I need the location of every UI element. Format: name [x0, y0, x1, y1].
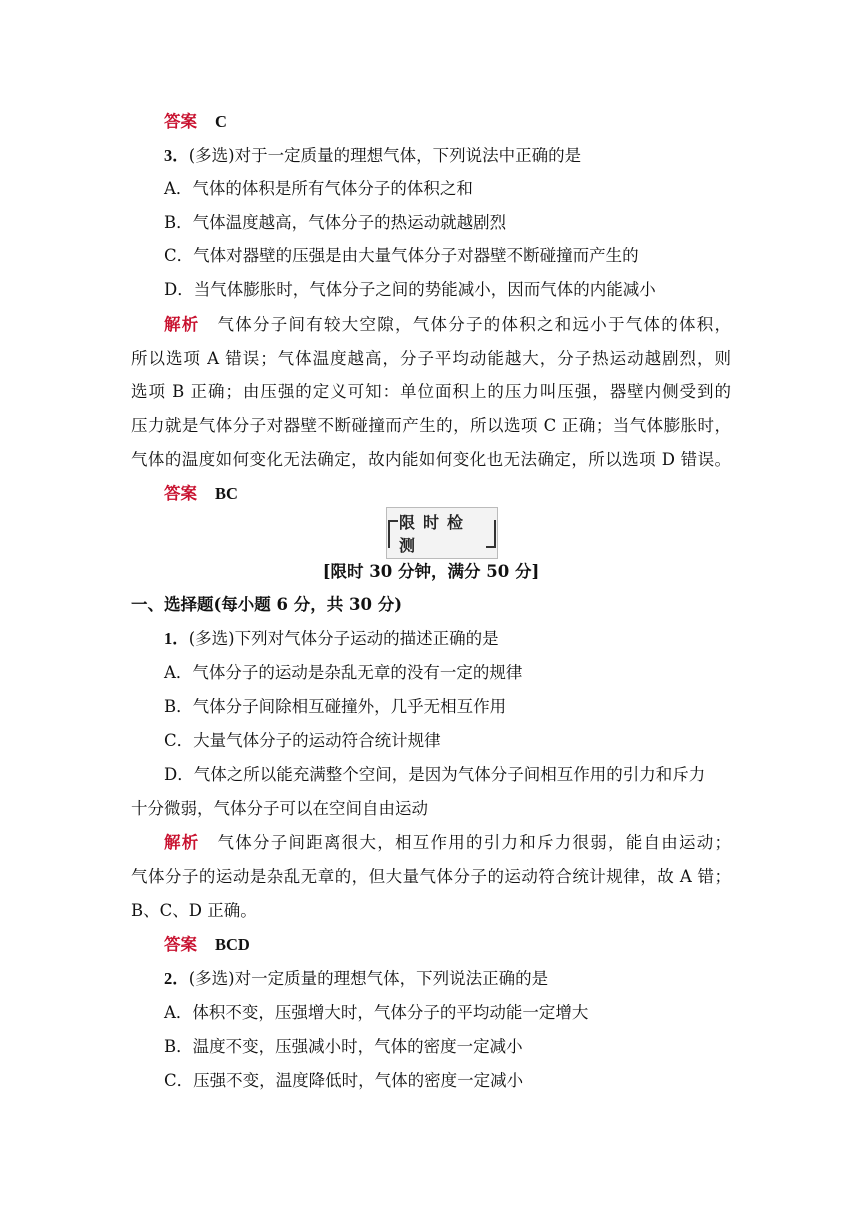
- option-c: C．气体对器壁的压强是由大量气体分子对器壁不断碰撞而产生的: [164, 246, 639, 265]
- analysis-text: 气体分子间有较大空隙，气体分子的体积之和远小于气体的体积，: [217, 315, 731, 334]
- answer-line: [164, 111, 764, 133]
- answer-line: [164, 934, 764, 956]
- answer-label: 答案: [164, 935, 197, 954]
- option-b: B．气体温度越高，气体分子的热运动就越剧烈: [164, 213, 507, 232]
- option-b: B．温度不变，压强减小时，气体的密度一定减小: [164, 1037, 523, 1056]
- option-a: A．体积不变，压强增大时，气体分子的平均动能一定增大: [164, 1003, 589, 1022]
- option-a: A．气体的体积是所有气体分子的体积之和: [164, 179, 473, 198]
- question-3-stem: [164, 145, 764, 167]
- answer-label: 答案: [164, 112, 197, 131]
- answer-line: [164, 483, 764, 505]
- time-limit: [限时 30 分钟，满分 50 分]: [322, 562, 540, 581]
- analysis-line: 所以选项 A 错误；气体温度越高，分子平均动能越大，分子热运动越剧烈，则: [131, 349, 731, 368]
- option-c: C．大量气体分子的运动符合统计规律: [164, 731, 441, 750]
- question-1-stem: [164, 628, 764, 650]
- option-d: D．当气体膨胀时，气体分子之间的势能减小，因而气体的内能减小: [164, 280, 656, 299]
- section-badge-text: 限时检测: [386, 507, 498, 559]
- analysis-line: [164, 314, 731, 336]
- part-heading: 一、选择题(每小题 6 分，共 30 分): [131, 595, 403, 614]
- analysis-line: [164, 832, 731, 854]
- section-badge: [386, 513, 498, 555]
- answer-value: BCD: [215, 935, 250, 954]
- option-d: D．气体之所以能充满整个空间，是因为气体分子间相互作用的引力和斥力: [164, 765, 706, 784]
- analysis-line: 气体的温度如何变化无法确定，故内能如何变化也无法确定，所以选项 D 错误。: [131, 450, 731, 469]
- analysis-line: 压力就是气体分子对器壁不断碰撞而产生的，所以选项 C 正确；当气体膨胀时，: [131, 416, 731, 435]
- option-c: C．压强不变，温度降低时，气体的密度一定减小: [164, 1071, 524, 1090]
- analysis-text: 气体分子间距离很大，相互作用的引力和斥力很弱，能自由运动；: [217, 833, 731, 852]
- question-2-stem: [164, 968, 764, 990]
- analysis-line: 选项 B 正确；由压强的定义可知：单位面积上的压力叫压强，器壁内侧受到的: [131, 382, 731, 401]
- question-text: (多选)下列对气体分子运动的描述正确的是: [188, 629, 499, 648]
- analysis-line: 气体分子的运动是杂乱无章的，但大量气体分子的运动符合统计规律，故 A 错；: [131, 867, 731, 886]
- answer-value: BC: [215, 484, 238, 503]
- answer-label: 答案: [164, 484, 197, 503]
- question-text: (多选)对一定质量的理想气体，下列说法正确的是: [188, 969, 549, 988]
- bracket-right-icon: [486, 520, 496, 548]
- question-number: 2．: [164, 969, 189, 988]
- analysis-label: 解析: [164, 315, 200, 334]
- option-d-continued: 十分微弱，气体分子可以在空间自由运动: [131, 799, 428, 818]
- question-number: 3．: [164, 146, 189, 165]
- question-number: 1．: [164, 629, 189, 648]
- question-text: (多选)对于一定质量的理想气体，下列说法中正确的是: [188, 146, 582, 165]
- option-a: A．气体分子的运动是杂乱无章的没有一定的规律: [164, 663, 523, 682]
- answer-value: C: [215, 112, 227, 131]
- bracket-left-icon: [388, 520, 398, 548]
- analysis-label: 解析: [164, 833, 200, 852]
- option-b: B．气体分子间除相互碰撞外，几乎无相互作用: [164, 697, 507, 716]
- analysis-line: B、C、D 正确。: [131, 901, 257, 920]
